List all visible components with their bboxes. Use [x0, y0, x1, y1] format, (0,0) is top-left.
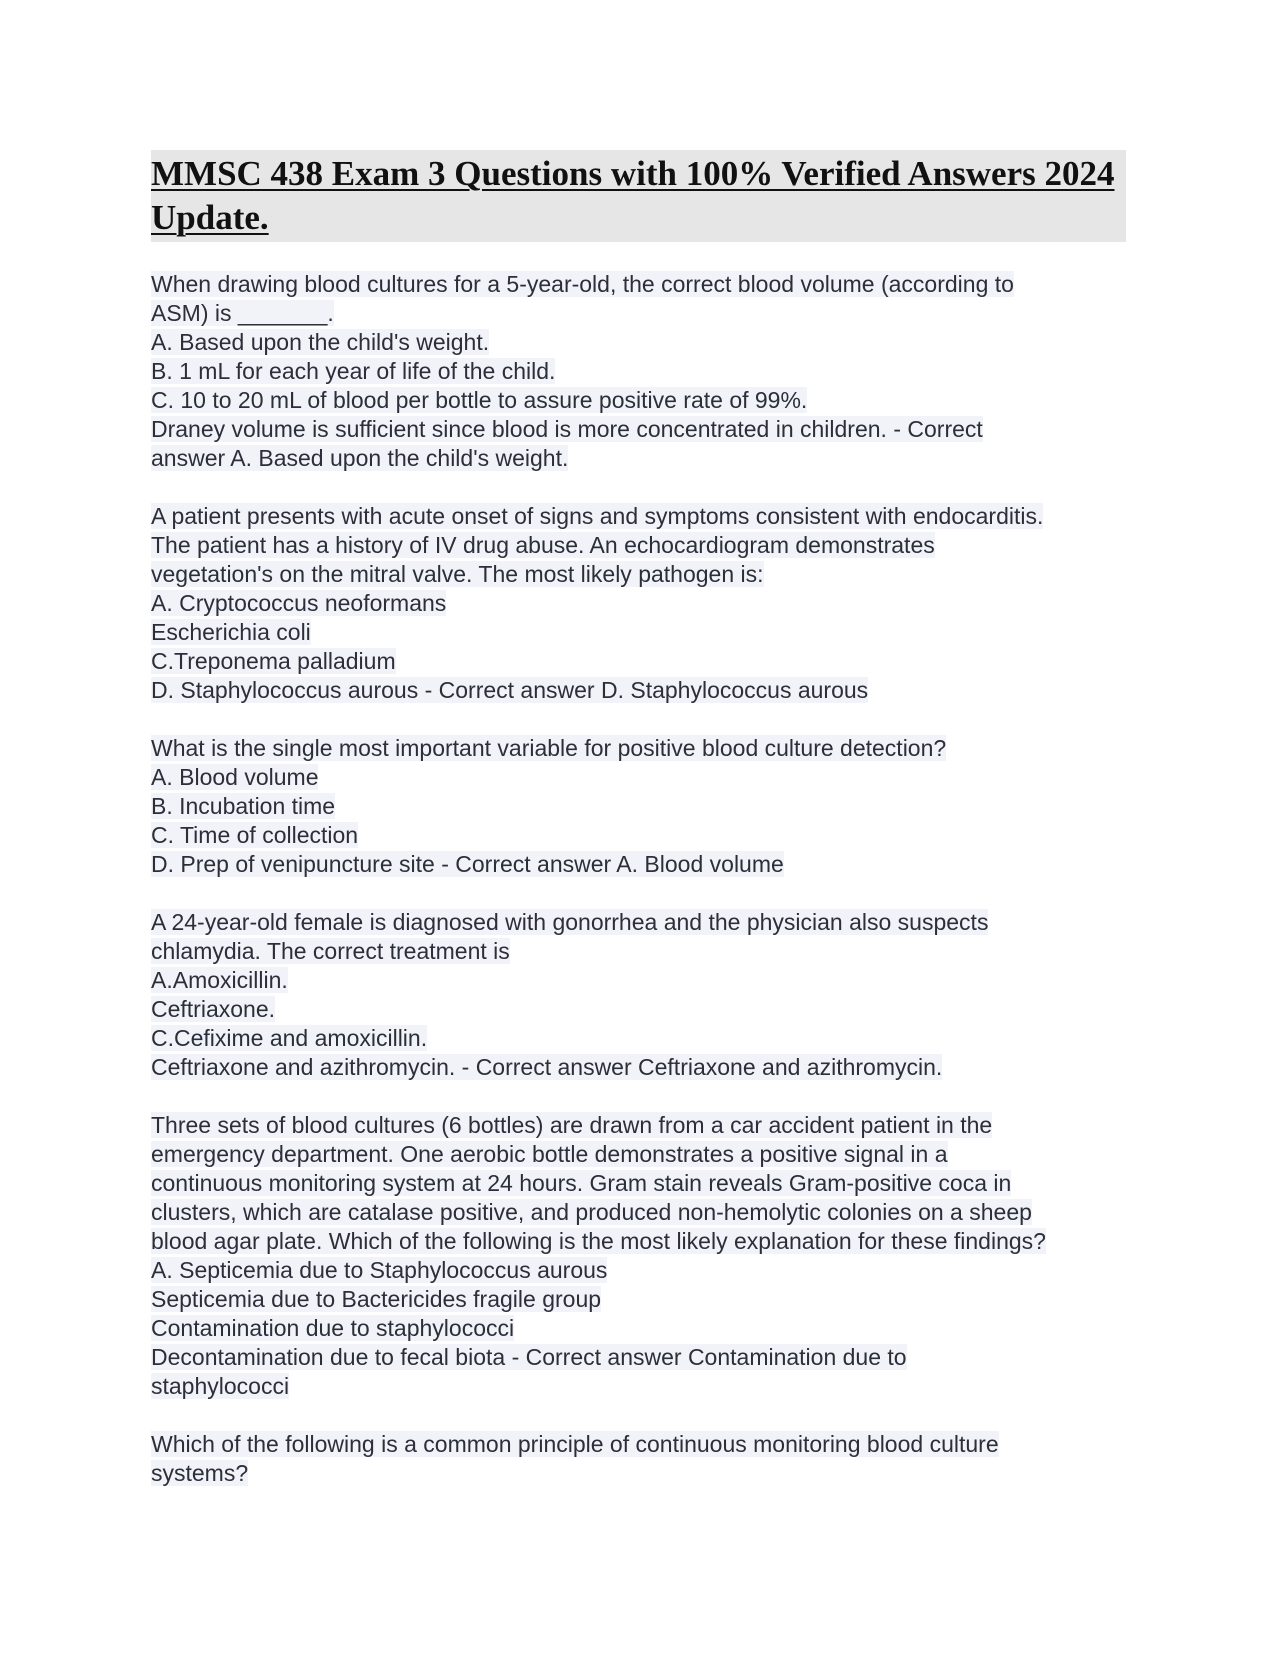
question-line-text: Ceftriaxone and azithromycin. - Correct answer Ceftriaxone and azithromycin.	[151, 1054, 943, 1080]
question-line-text: C.Cefixime and amoxicillin.	[151, 1025, 428, 1051]
question-line-text: Decontamination due to fecal biota - Correct answer Contamination due to	[151, 1344, 907, 1370]
question-line	[151, 1285, 1126, 1314]
question-line	[151, 299, 1126, 328]
question-line	[151, 647, 1126, 676]
question-line-text: chlamydia. The correct treatment is	[151, 938, 510, 964]
question-line	[151, 386, 1126, 415]
question-line-text: ASM) is _______.	[151, 300, 334, 326]
question-line-text: Ceftriaxone.	[151, 996, 276, 1022]
question-line-text: emergency department. One aerobic bottle demonstrates a positive signal in a	[151, 1141, 948, 1167]
question-line	[151, 1024, 1126, 1053]
question-line	[151, 1343, 1126, 1372]
question-line	[151, 415, 1126, 444]
question-line	[151, 1314, 1126, 1343]
question-line-text: A. Blood volume	[151, 764, 319, 790]
question-block	[151, 734, 1126, 879]
question-line-text: answer A. Based upon the child's weight.	[151, 445, 569, 471]
question-line	[151, 1111, 1126, 1140]
question-line	[151, 1140, 1126, 1169]
question-list	[151, 270, 1126, 1488]
question-line	[151, 1053, 1126, 1082]
question-line-text: C. 10 to 20 mL of blood per bottle to assure positive rate of 99%.	[151, 387, 808, 413]
question-line-text: A. Cryptococcus neoformans	[151, 590, 447, 616]
question-line-text: A. Septicemia due to Staphylococcus aurous	[151, 1257, 608, 1283]
question-line	[151, 821, 1126, 850]
question-line	[151, 589, 1126, 618]
question-line	[151, 618, 1126, 647]
question-line	[151, 850, 1126, 879]
question-line-text: B. 1 mL for each year of life of the child.	[151, 358, 556, 384]
document-title: MMSC 438 Exam 3 Questions with 100% Verified Answers 2024 Update.	[151, 154, 1115, 237]
question-line	[151, 792, 1126, 821]
question-line	[151, 1459, 1126, 1488]
question-line-text: A 24-year-old female is diagnosed with gonorrhea and the physician also suspects	[151, 909, 989, 935]
question-line	[151, 357, 1126, 386]
question-block	[151, 502, 1126, 705]
question-block	[151, 1430, 1126, 1488]
question-line-text: Which of the following is a common principle of continuous monitoring blood culture	[151, 1431, 999, 1457]
question-line-text: Contamination due to staphylococci	[151, 1315, 515, 1341]
question-line	[151, 270, 1126, 299]
question-line-text: D. Prep of venipuncture site - Correct answer A. Blood volume	[151, 851, 784, 877]
question-line	[151, 1256, 1126, 1285]
question-line	[151, 444, 1126, 473]
question-line	[151, 966, 1126, 995]
question-line-text: When drawing blood cultures for a 5-year-old, the correct blood volume (according to	[151, 271, 1014, 297]
question-line-text: Escherichia coli	[151, 619, 311, 645]
question-line	[151, 560, 1126, 589]
question-line-text: A.Amoxicillin.	[151, 967, 288, 993]
question-line	[151, 1372, 1126, 1401]
question-line	[151, 734, 1126, 763]
question-line-text: continuous monitoring system at 24 hours. Gram stain reveals Gram-positive coca in	[151, 1170, 1012, 1196]
question-line	[151, 995, 1126, 1024]
question-line	[151, 328, 1126, 357]
question-line	[151, 1169, 1126, 1198]
question-line-text: C. Time of collection	[151, 822, 359, 848]
document-page	[151, 150, 1126, 1517]
question-line	[151, 908, 1126, 937]
question-line	[151, 763, 1126, 792]
question-line	[151, 1227, 1126, 1256]
question-line	[151, 937, 1126, 966]
question-line-text: clusters, which are catalase positive, and produced non-hemolytic colonies on a sheep	[151, 1199, 1032, 1225]
question-line-text: A patient presents with acute onset of signs and symptoms consistent with endocarditis.	[151, 503, 1044, 529]
question-line	[151, 1430, 1126, 1459]
question-line-text: B. Incubation time	[151, 793, 336, 819]
question-line-text: staphylococci	[151, 1373, 290, 1399]
question-line-text: Three sets of blood cultures (6 bottles) are drawn from a car accident patient in the	[151, 1112, 993, 1138]
question-line-text: C.Treponema palladium	[151, 648, 396, 674]
question-line-text: blood agar plate. Which of the following is the most likely explanation for these findings?	[151, 1228, 1046, 1254]
question-line-text: Septicemia due to Bactericides fragile group	[151, 1286, 602, 1312]
question-block	[151, 1111, 1126, 1401]
question-line-text: systems?	[151, 1460, 249, 1486]
question-line-text: vegetation's on the mitral valve. The most likely pathogen is:	[151, 561, 764, 587]
question-line-text: A. Based upon the child's weight.	[151, 329, 490, 355]
question-line-text: What is the single most important variable for positive blood culture detection?	[151, 735, 947, 761]
question-line-text: Draney volume is sufficient since blood is more concentrated in children. - Correct	[151, 416, 983, 442]
question-line-text: The patient has a history of IV drug abuse. An echocardiogram demonstrates	[151, 532, 935, 558]
question-block	[151, 908, 1126, 1082]
question-line-text: D. Staphylococcus aurous - Correct answer D. Staphylococcus aurous	[151, 677, 869, 703]
question-line	[151, 502, 1126, 531]
question-line	[151, 531, 1126, 560]
question-line	[151, 1198, 1126, 1227]
question-block	[151, 270, 1126, 473]
title-block	[151, 150, 1126, 242]
question-line	[151, 676, 1126, 705]
